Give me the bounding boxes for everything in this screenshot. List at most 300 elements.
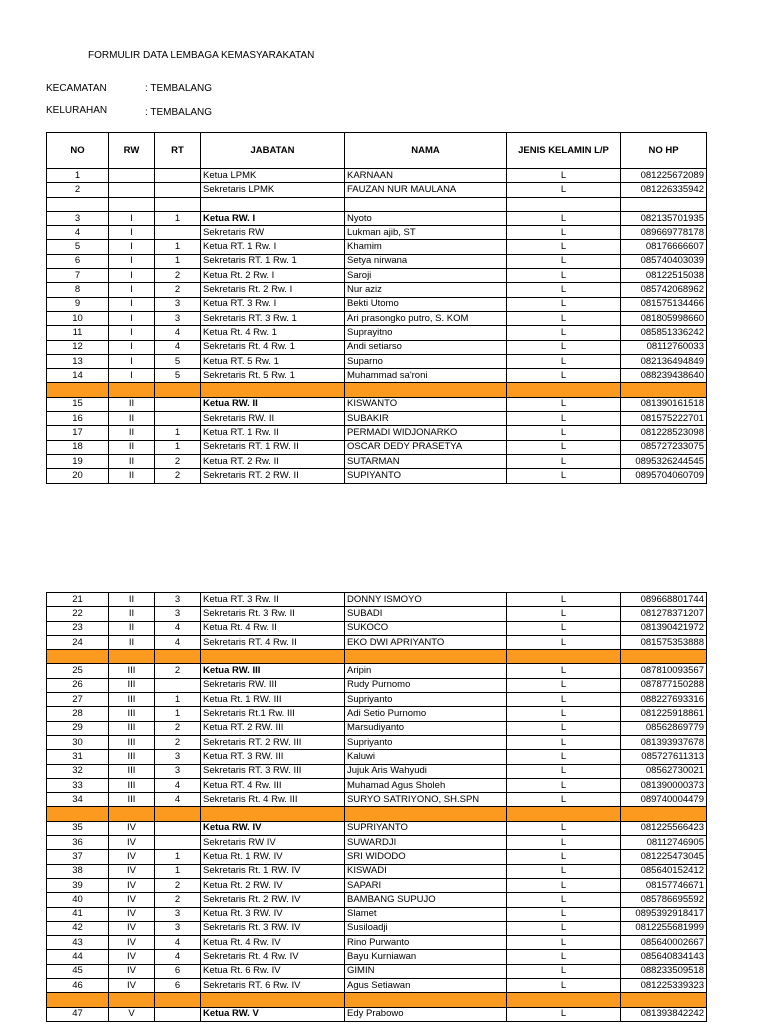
data-table-part-1 [46, 132, 707, 484]
cell-jabatan: Ketua Rt. 1 RW. III [201, 693, 345, 707]
cell-no-hp: 082135701935 [621, 211, 707, 225]
cell-jenis-kelamin: L [507, 878, 621, 892]
cell-no: 5 [47, 240, 109, 254]
table-row [47, 778, 707, 792]
divider-cell [201, 993, 345, 1007]
cell-no: 12 [47, 340, 109, 354]
cell-rw: III [109, 764, 155, 778]
cell-nama: BAMBANG SUPUJO [345, 893, 507, 907]
cell-no-hp: 081225566423 [621, 821, 707, 835]
cell-nama: SUTARMAN [345, 454, 507, 468]
table-row [47, 183, 707, 197]
cell-no: 44 [47, 950, 109, 964]
cell-no: 3 [47, 211, 109, 225]
cell-jenis-kelamin: L [507, 440, 621, 454]
cell-rt: 1 [155, 426, 201, 440]
cell-no-hp: 081390000373 [621, 778, 707, 792]
cell-jabatan: Sekretaris RT. 1 RW. II [201, 440, 345, 454]
cell-no: 14 [47, 369, 109, 383]
table-row [47, 397, 707, 411]
cell-jenis-kelamin: L [507, 907, 621, 921]
cell-no-hp: 085742068962 [621, 283, 707, 297]
header-no: NO [47, 133, 109, 169]
form-title: FORMULIR DATA LEMBAGA KEMASYARAKATAN [88, 50, 315, 61]
cell-rw: IV [109, 950, 155, 964]
cell-rt [155, 183, 201, 197]
cell-rt: 3 [155, 311, 201, 325]
cell-nama: Lukman ajib, ST [345, 226, 507, 240]
table-row [47, 169, 707, 183]
cell-no: 20 [47, 469, 109, 483]
cell-no-hp: 085640834143 [621, 950, 707, 964]
divider-cell [47, 650, 109, 664]
cell-jabatan: Sekretaris RT. 4 Rw. II [201, 635, 345, 649]
cell-no: 32 [47, 764, 109, 778]
cell-rt: 3 [155, 607, 201, 621]
table-row [47, 950, 707, 964]
cell-no: 34 [47, 793, 109, 807]
cell-nama: Setya nirwana [345, 254, 507, 268]
cell-no: 10 [47, 311, 109, 325]
cell-rw: IV [109, 936, 155, 950]
cell-rt: 2 [155, 454, 201, 468]
cell-no-hp: 089668801744 [621, 593, 707, 607]
cell-jenis-kelamin: L [507, 721, 621, 735]
cell-rt: 2 [155, 735, 201, 749]
cell-rt: 5 [155, 354, 201, 368]
cell-jabatan: Ketua Rt. 6 Rw. IV [201, 964, 345, 978]
cell-rt: 4 [155, 621, 201, 635]
cell-rw [109, 183, 155, 197]
table-row [47, 893, 707, 907]
table-row [47, 836, 707, 850]
cell-rw: IV [109, 878, 155, 892]
cell-no-hp: 08112760033 [621, 340, 707, 354]
cell-jenis-kelamin: L [507, 979, 621, 993]
cell-jenis-kelamin: L [507, 693, 621, 707]
cell-rt: 6 [155, 979, 201, 993]
table-header-row [47, 133, 707, 169]
cell-jabatan: Ketua RT. 3 RW. III [201, 750, 345, 764]
cell-nama: KARNAAN [345, 169, 507, 183]
divider-cell [47, 807, 109, 821]
cell-nama: KISWADI [345, 864, 507, 878]
header-rw: RW [109, 133, 155, 169]
table-row [47, 369, 707, 383]
cell-nama: Aripin [345, 664, 507, 678]
cell-jabatan: Sekretaris Rt. 1 RW. IV [201, 864, 345, 878]
cell-rt: 2 [155, 721, 201, 735]
table-row [47, 254, 707, 268]
table-row [47, 469, 707, 483]
cell-nama: SUPRIYANTO [345, 821, 507, 835]
cell-rw: II [109, 621, 155, 635]
cell-jabatan: Sekretaris RW. III [201, 678, 345, 692]
cell-rt [155, 226, 201, 240]
cell-no-hp: 089669778178 [621, 226, 707, 240]
cell-no-hp: 085786695592 [621, 893, 707, 907]
table-row [47, 621, 707, 635]
cell-jenis-kelamin: L [507, 921, 621, 935]
cell-jabatan: Ketua RT. 3 Rw. I [201, 297, 345, 311]
cell-rw: IV [109, 836, 155, 850]
cell-no: 33 [47, 778, 109, 792]
cell-jabatan: Sekretaris RT. 3 Rw. 1 [201, 311, 345, 325]
cell-jabatan: Ketua Rt. 3 RW. IV [201, 907, 345, 921]
cell-no-hp: 087877150288 [621, 678, 707, 692]
cell-rt: 3 [155, 297, 201, 311]
divider-cell [345, 807, 507, 821]
cell-nama: Nyoto [345, 211, 507, 225]
cell-jenis-kelamin: L [507, 635, 621, 649]
divider-cell [109, 197, 155, 211]
cell-rt: 2 [155, 664, 201, 678]
divider-cell [621, 650, 707, 664]
cell-nama: Adi Setio Purnomo [345, 707, 507, 721]
cell-rt: 2 [155, 283, 201, 297]
cell-jenis-kelamin: L [507, 793, 621, 807]
cell-rw: II [109, 426, 155, 440]
cell-no-hp: 081225473045 [621, 850, 707, 864]
cell-jenis-kelamin: L [507, 326, 621, 340]
table-row [47, 426, 707, 440]
cell-no: 30 [47, 735, 109, 749]
table-row [47, 440, 707, 454]
cell-jabatan: Ketua Rt. 4 Rw. IV [201, 936, 345, 950]
table-row [47, 921, 707, 935]
table-row [47, 850, 707, 864]
cell-nama: Slamet [345, 907, 507, 921]
cell-nama: SUWARDJI [345, 836, 507, 850]
cell-no-hp: 0812255681999 [621, 921, 707, 935]
cell-rw: IV [109, 979, 155, 993]
cell-jabatan: Sekretaris LPMK [201, 183, 345, 197]
cell-rw: II [109, 440, 155, 454]
cell-no-hp: 081225339323 [621, 979, 707, 993]
cell-no-hp: 089740004479 [621, 793, 707, 807]
header-jenis-kelamin: JENIS KELAMIN L/P [507, 133, 621, 169]
cell-no: 25 [47, 664, 109, 678]
cell-rw: III [109, 678, 155, 692]
cell-no-hp: 085640152412 [621, 864, 707, 878]
cell-rt: 3 [155, 921, 201, 935]
cell-no: 31 [47, 750, 109, 764]
cell-jenis-kelamin: L [507, 426, 621, 440]
cell-jenis-kelamin: L [507, 240, 621, 254]
blank-row [47, 197, 707, 211]
cell-rt [155, 397, 201, 411]
cell-rt: 1 [155, 864, 201, 878]
cell-rt [155, 169, 201, 183]
cell-rt [155, 412, 201, 426]
cell-jabatan: Sekretaris RT. 2 RW. II [201, 469, 345, 483]
cell-rt: 1 [155, 254, 201, 268]
table-row [47, 412, 707, 426]
cell-rw: IV [109, 864, 155, 878]
cell-no: 47 [47, 1007, 109, 1021]
cell-jabatan: Sekretaris Rt. 4 Rw. IV [201, 950, 345, 964]
cell-no: 8 [47, 283, 109, 297]
cell-rt [155, 836, 201, 850]
cell-no: 19 [47, 454, 109, 468]
cell-no: 26 [47, 678, 109, 692]
table-row [47, 878, 707, 892]
table-row [47, 283, 707, 297]
divider-cell [345, 993, 507, 1007]
cell-nama: DONNY ISMOYO [345, 593, 507, 607]
cell-no-hp: 081228523098 [621, 426, 707, 440]
cell-jabatan: Ketua RW. II [201, 397, 345, 411]
cell-no: 43 [47, 936, 109, 950]
table-row [47, 340, 707, 354]
cell-rw: II [109, 469, 155, 483]
cell-no: 7 [47, 269, 109, 283]
cell-jabatan: Ketua Rt. 4 Rw. 1 [201, 326, 345, 340]
cell-rw: I [109, 240, 155, 254]
cell-no-hp: 082136494849 [621, 354, 707, 368]
divider-cell [201, 383, 345, 397]
cell-no-hp: 081575353888 [621, 635, 707, 649]
cell-rw: V [109, 1007, 155, 1021]
cell-rt: 4 [155, 326, 201, 340]
cell-rt: 4 [155, 936, 201, 950]
cell-rw: II [109, 454, 155, 468]
header-rt: RT [155, 133, 201, 169]
table-row [47, 678, 707, 692]
cell-nama: SUBAKIR [345, 412, 507, 426]
cell-rw: II [109, 593, 155, 607]
divider-cell [345, 383, 507, 397]
cell-nama: SUKOCO [345, 621, 507, 635]
table-row [47, 635, 707, 649]
cell-nama: Andi setiarso [345, 340, 507, 354]
divider-cell [109, 650, 155, 664]
cell-jenis-kelamin: L [507, 707, 621, 721]
cell-rw: I [109, 211, 155, 225]
cell-no-hp: 081390161518 [621, 397, 707, 411]
divider-cell [621, 807, 707, 821]
divider-cell [155, 197, 201, 211]
cell-no-hp: 081390421972 [621, 621, 707, 635]
cell-jenis-kelamin: L [507, 964, 621, 978]
cell-rt: 4 [155, 635, 201, 649]
kecamatan-value: : TEMBALANG [145, 83, 213, 94]
cell-rw: I [109, 369, 155, 383]
cell-no: 21 [47, 593, 109, 607]
cell-nama: Supriyanto [345, 693, 507, 707]
divider-cell [621, 383, 707, 397]
cell-jabatan: Sekretaris RW IV [201, 836, 345, 850]
cell-no-hp: 081225672089 [621, 169, 707, 183]
section-divider-row [47, 807, 707, 821]
kelurahan-label: KELURAHAN [46, 105, 108, 116]
data-table-part-2 [46, 592, 707, 1022]
cell-jabatan: Sekretaris RT. 6 Rw. IV [201, 979, 345, 993]
table-row [47, 693, 707, 707]
cell-rt: 3 [155, 750, 201, 764]
cell-no: 37 [47, 850, 109, 864]
cell-jabatan: Ketua Rt. 1 RW. IV [201, 850, 345, 864]
cell-rt: 4 [155, 340, 201, 354]
cell-jenis-kelamin: L [507, 936, 621, 950]
cell-jenis-kelamin: L [507, 226, 621, 240]
cell-no: 4 [47, 226, 109, 240]
cell-jabatan: Sekretaris RT. 2 RW. III [201, 735, 345, 749]
cell-rt [155, 1007, 201, 1021]
cell-jabatan: Ketua RT. 5 Rw. 1 [201, 354, 345, 368]
cell-no: 40 [47, 893, 109, 907]
divider-cell [109, 807, 155, 821]
header-nama: NAMA [345, 133, 507, 169]
cell-nama: OSCAR DEDY PRASETYA [345, 440, 507, 454]
cell-rt: 6 [155, 964, 201, 978]
cell-nama: Suprayitno [345, 326, 507, 340]
table-row [47, 936, 707, 950]
cell-rw: I [109, 254, 155, 268]
cell-rw: IV [109, 850, 155, 864]
cell-rt: 2 [155, 269, 201, 283]
divider-cell [47, 993, 109, 1007]
cell-rw: II [109, 635, 155, 649]
divider-cell [109, 383, 155, 397]
cell-rw: III [109, 793, 155, 807]
cell-jenis-kelamin: L [507, 593, 621, 607]
cell-rw: III [109, 721, 155, 735]
cell-jenis-kelamin: L [507, 764, 621, 778]
cell-rw: IV [109, 893, 155, 907]
cell-no-hp: 088227693316 [621, 693, 707, 707]
divider-cell [345, 650, 507, 664]
cell-jenis-kelamin: L [507, 369, 621, 383]
kelurahan-value: : TEMBALANG [145, 107, 213, 118]
cell-jenis-kelamin: L [507, 269, 621, 283]
cell-nama: Bayu Kurniawan [345, 950, 507, 964]
table-row [47, 607, 707, 621]
cell-rw: I [109, 226, 155, 240]
table-row [47, 735, 707, 749]
cell-rw: I [109, 311, 155, 325]
cell-jenis-kelamin: L [507, 678, 621, 692]
cell-jabatan: Sekretaris Rt. 2 RW. IV [201, 893, 345, 907]
cell-no-hp: 085727233075 [621, 440, 707, 454]
table-row [47, 707, 707, 721]
cell-rw: IV [109, 821, 155, 835]
cell-rw [109, 169, 155, 183]
cell-jabatan: Sekretaris Rt. 2 Rw. I [201, 283, 345, 297]
cell-rw: III [109, 664, 155, 678]
cell-jenis-kelamin: L [507, 607, 621, 621]
cell-jabatan: Sekretaris Rt.1 Rw. III [201, 707, 345, 721]
cell-jenis-kelamin: L [507, 340, 621, 354]
cell-rt: 3 [155, 593, 201, 607]
cell-jenis-kelamin: L [507, 454, 621, 468]
cell-no: 16 [47, 412, 109, 426]
cell-no: 1 [47, 169, 109, 183]
cell-jenis-kelamin: L [507, 354, 621, 368]
cell-no-hp: 081278371207 [621, 607, 707, 621]
cell-no-hp: 0895704060709 [621, 469, 707, 483]
cell-no-hp: 081805998660 [621, 311, 707, 325]
divider-cell [507, 993, 621, 1007]
cell-no-hp: 085740403039 [621, 254, 707, 268]
section-divider-row [47, 383, 707, 397]
cell-jenis-kelamin: L [507, 297, 621, 311]
table-row [47, 793, 707, 807]
header-no-hp: NO HP [621, 133, 707, 169]
cell-jabatan: Sekretaris Rt. 3 Rw. II [201, 607, 345, 621]
cell-no-hp: 081575222701 [621, 412, 707, 426]
cell-jenis-kelamin: L [507, 283, 621, 297]
cell-jenis-kelamin: L [507, 469, 621, 483]
cell-nama: Marsudiyanto [345, 721, 507, 735]
cell-jabatan: Sekretaris RW. II [201, 412, 345, 426]
cell-rw: IV [109, 921, 155, 935]
cell-rt: 4 [155, 793, 201, 807]
cell-jenis-kelamin: L [507, 750, 621, 764]
cell-rt: 1 [155, 240, 201, 254]
cell-no: 13 [47, 354, 109, 368]
cell-jenis-kelamin: L [507, 893, 621, 907]
cell-jenis-kelamin: L [507, 735, 621, 749]
divider-cell [507, 197, 621, 211]
cell-no-hp: 0895326244545 [621, 454, 707, 468]
cell-no-hp: 088233509518 [621, 964, 707, 978]
divider-cell [47, 383, 109, 397]
cell-no-hp: 08562730021 [621, 764, 707, 778]
table-row [47, 593, 707, 607]
cell-no: 11 [47, 326, 109, 340]
cell-nama: PERMADI WIDJONARKO [345, 426, 507, 440]
cell-no-hp: 081393937678 [621, 735, 707, 749]
header-jabatan: JABATAN [201, 133, 345, 169]
cell-nama: Ari prasongko putro, S. KOM [345, 311, 507, 325]
cell-rw: I [109, 269, 155, 283]
cell-jenis-kelamin: L [507, 950, 621, 964]
cell-nama: Jujuk Aris Wahyudi [345, 764, 507, 778]
divider-cell [155, 383, 201, 397]
cell-no-hp: 081575134466 [621, 297, 707, 311]
cell-no-hp: 08562869779 [621, 721, 707, 735]
cell-no: 41 [47, 907, 109, 921]
cell-rw: III [109, 778, 155, 792]
cell-jenis-kelamin: L [507, 621, 621, 635]
cell-jabatan: Sekretaris Rt. 5 Rw. 1 [201, 369, 345, 383]
cell-nama: SUPIYANTO [345, 469, 507, 483]
cell-rt [155, 821, 201, 835]
table-row [47, 226, 707, 240]
cell-no-hp: 081225918861 [621, 707, 707, 721]
table-row [47, 821, 707, 835]
table-row [47, 354, 707, 368]
cell-rt: 2 [155, 893, 201, 907]
cell-jabatan: Ketua Rt. 4 Rw. II [201, 621, 345, 635]
divider-cell [345, 197, 507, 211]
table-row [47, 211, 707, 225]
cell-jenis-kelamin: L [507, 169, 621, 183]
cell-jenis-kelamin: L [507, 836, 621, 850]
cell-jabatan: Ketua LPMK [201, 169, 345, 183]
cell-jenis-kelamin: L [507, 412, 621, 426]
cell-no: 39 [47, 878, 109, 892]
table-row [47, 979, 707, 993]
table-body-2 [47, 593, 707, 1022]
cell-jabatan: Ketua Rt. 2 Rw. I [201, 269, 345, 283]
cell-no: 46 [47, 979, 109, 993]
table-row [47, 1007, 707, 1021]
divider-cell [201, 807, 345, 821]
cell-nama: Edy Prabowo [345, 1007, 507, 1021]
divider-cell [201, 197, 345, 211]
